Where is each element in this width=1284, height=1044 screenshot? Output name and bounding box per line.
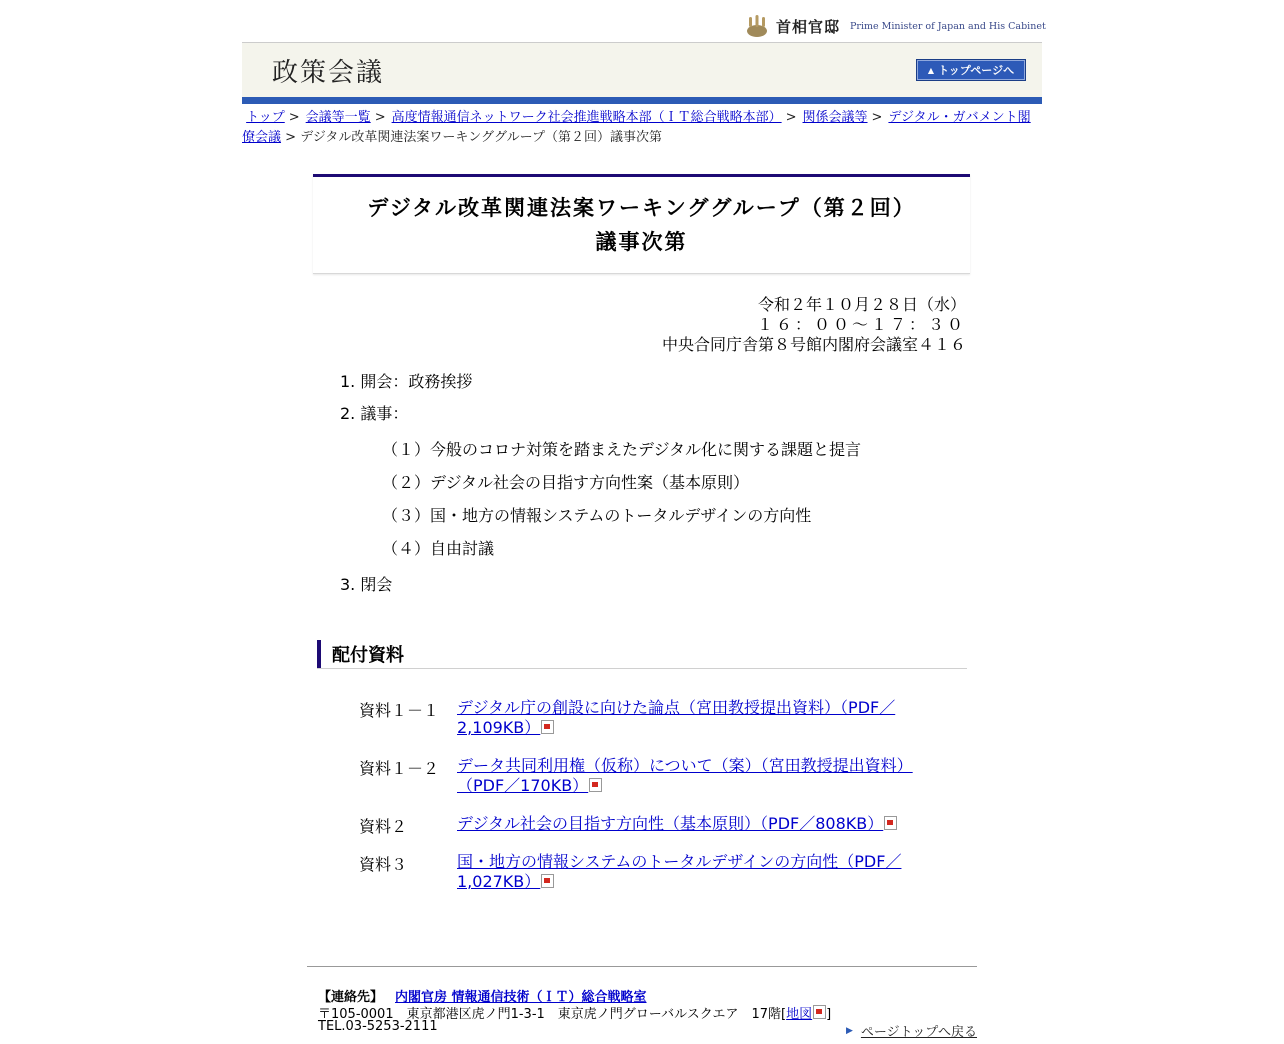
back-to-top-label[interactable]: ページトップへ戻る [860, 1025, 978, 1040]
breadcrumb-top[interactable]: トップ [246, 110, 285, 125]
back-to-top-link[interactable] [846, 1021, 977, 1040]
agenda-item-opening: 1. 開会：政務挨拶 [340, 372, 473, 391]
breadcrumb-current: デジタル改革関連法案ワーキンググループ（第２回）議事次第 [300, 130, 662, 145]
material-label: 資料２ [359, 817, 408, 836]
brand-name-en: Prime Minister of Japan and His Cabinet [850, 20, 1046, 32]
site-brand[interactable] [744, 12, 1046, 40]
address-text: 〒105-0001 東京都港区虎ノ門1-3-1 東京虎ノ門グローバルスクエア 17階[ [318, 1007, 787, 1022]
materials-heading: 配付資料 [332, 645, 404, 666]
agenda-item-proceedings: 2. 議事： [340, 404, 409, 423]
pdf-icon [813, 1005, 826, 1019]
material-label: 資料１－１ [359, 701, 440, 720]
page-title-line2: 議事次第 [595, 230, 688, 254]
map-link[interactable]: 地図 [786, 1007, 813, 1022]
top-page-button-label: トップページへ [938, 64, 1015, 77]
breadcrumb-meeting-list[interactable]: 会議等一覧 [305, 110, 371, 125]
meeting-time: １６：００～１７：３０ [756, 315, 966, 334]
page-title [313, 191, 970, 259]
material-link[interactable] [457, 814, 927, 834]
paulownia-crest-icon [744, 13, 770, 39]
material-link[interactable] [457, 756, 927, 796]
footer-divider [307, 966, 977, 967]
breadcrumb-related-meetings[interactable]: 関係会議等 [802, 110, 868, 125]
pdf-icon [541, 874, 554, 888]
material-label: 資料３ [359, 855, 408, 874]
address-bracket: ] [826, 1007, 832, 1022]
breadcrumb: トップ > 会議等一覧 > 高度情報通信ネットワーク社会推進戦略本部（ＩＴ総合戦略本部） > 関係会議等 > デジタル・ガバメント閣僚会議 > デジタル改革関連法案ワーキンググループ（第２回）議事次第 [242, 110, 1031, 145]
agenda-subitem: （１）今般のコロナ対策を踏まえたデジタル化に関する課題と提言 [382, 440, 862, 459]
pdf-icon [884, 816, 897, 830]
contact-org-link[interactable]: 内閣官房 情報通信技術（ＩＴ）総合戦略室 [395, 990, 647, 1005]
breadcrumb-it-strategy-hq[interactable]: 高度情報通信ネットワーク社会推進戦略本部（ＩＴ総合戦略本部） [391, 110, 782, 125]
page-title-line1: デジタル改革関連法案ワーキンググループ（第２回） [367, 196, 916, 220]
materials-heading-bar [317, 640, 321, 668]
agenda-subitem: （４）自由討議 [382, 539, 495, 558]
material-link[interactable] [457, 852, 927, 892]
agenda-subitem: （２）デジタル社会の目指す方向性案（基本原則） [382, 473, 750, 492]
material-label: 資料１－２ [359, 759, 440, 778]
triangle-up-icon: ▲ [927, 65, 935, 75]
header-accent-bar [242, 97, 1042, 104]
brand-name-jp: 首相官邸 [776, 17, 841, 36]
materials-heading-rule [317, 668, 967, 669]
contact-tel: TEL.03-5253-2111 [318, 1019, 438, 1034]
breadcrumb-digital-gov-council[interactable]: デジタル・ガバメント閣僚会議 [242, 110, 1031, 145]
top-page-button[interactable] [916, 59, 1026, 81]
material-link-text[interactable]: デジタル庁の創設に向けた論点（宮田教授提出資料）（PDF／2,109KB） [457, 698, 896, 737]
agenda-item-closing: 3. 閉会 [340, 575, 393, 594]
contact-label: 【連絡先】 [318, 990, 384, 1005]
triangle-right-icon: ▶ [846, 1025, 853, 1036]
meeting-place: 中央合同庁舎第８号館内閣府会議室４１６ [661, 335, 966, 354]
material-link-text[interactable]: データ共同利用権（仮称）について（案）（宮田教授提出資料）（PDF／170KB） [457, 756, 913, 795]
meeting-date: 令和２年１０月２８日（水） [757, 295, 966, 314]
pdf-icon [589, 778, 602, 792]
material-link-text[interactable]: デジタル社会の目指す方向性（基本原則）（PDF／808KB） [457, 814, 884, 833]
pdf-icon [541, 720, 554, 734]
material-link[interactable] [457, 698, 927, 738]
material-link-text[interactable]: 国・地方の情報システムのトータルデザインの方向性（PDF／1,027KB） [457, 852, 902, 891]
section-title: 政策会議 [272, 58, 385, 88]
agenda-subitem: （３）国・地方の情報システムのトータルデザインの方向性 [382, 506, 812, 525]
